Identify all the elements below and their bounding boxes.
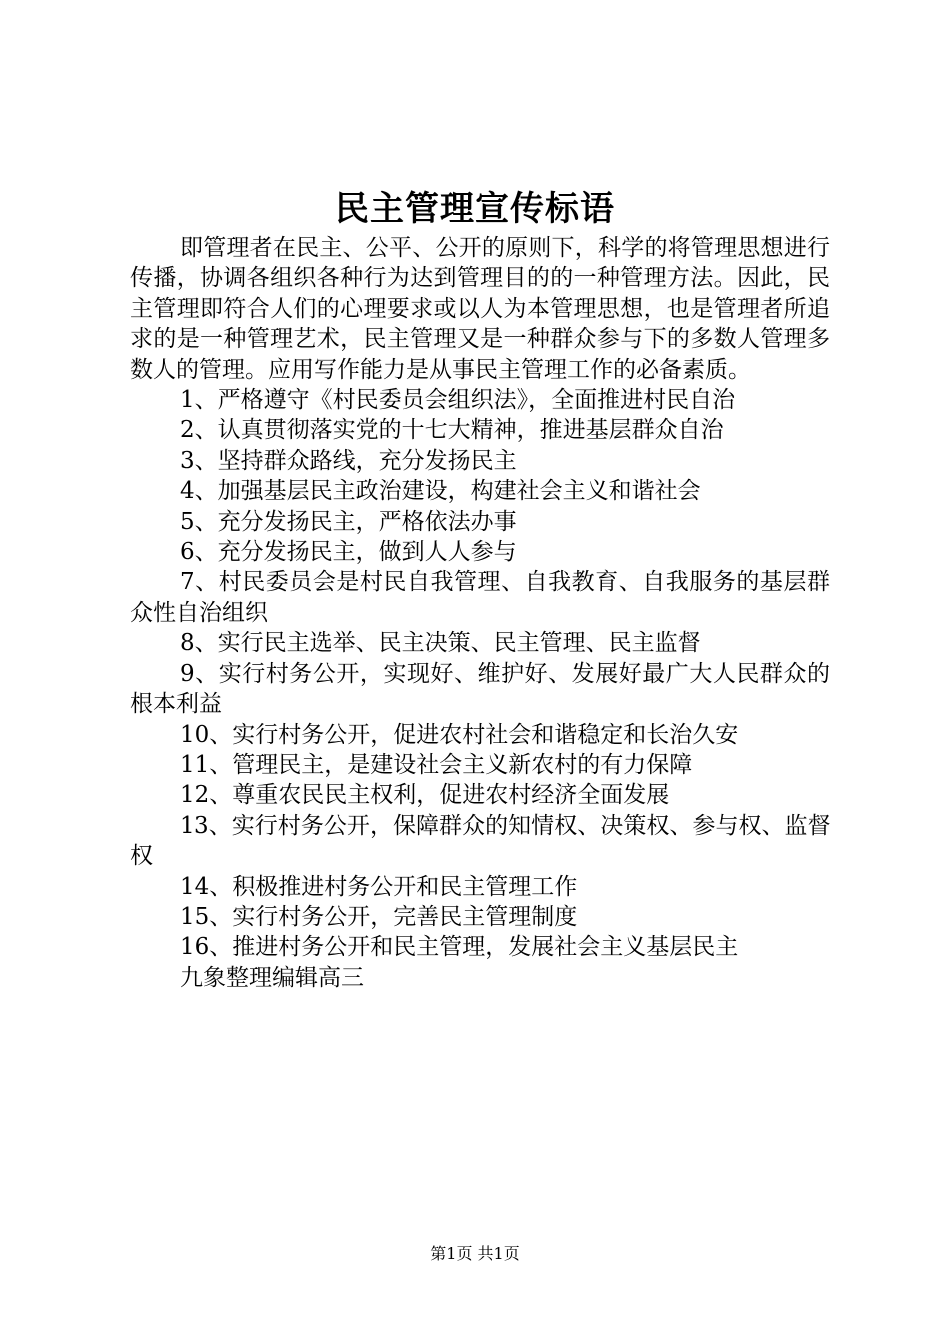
slogan-item: 14、积极推进村务公开和民主管理工作 [180, 873, 578, 900]
slogan-item: 4、加强基层民主政治建设，构建社会主义和谐社会 [180, 478, 701, 505]
document-body [130, 233, 830, 993]
slogan-item: 10、实行村务公开，促进农村社会和谐稳定和长治久安 [180, 721, 739, 748]
slogan-item: 15、实行村务公开，完善民主管理制度 [180, 903, 578, 930]
slogan-item: 7、村民委员会是村民自我管理、自我教育、自我服务的基层群众性自治组织 [130, 569, 830, 626]
intro-paragraph: 即管理者在民主、公平、公开的原则下，科学的将管理思想进行传播，协调各组织各种行为达到管理目的的一种管理方法。因此，民主管理即符合人们的心理要求或以人为本管理思想，也是管理者所追求的是一种管理艺术，民主管理又是一种群众参与下的多数人管理多数人的管理。应用写作能力是从事民主管理工作的必备素质。 [130, 235, 830, 383]
slogan-item: 16、推进村务公开和民主管理，发展社会主义基层民主 [180, 934, 739, 961]
slogan-item: 6、充分发扬民主，做到人人参与 [180, 539, 517, 566]
slogan-item: 8、实行民主选举、民主决策、民主管理、民主监督 [180, 630, 701, 657]
slogan-item: 3、坚持群众路线，充分发扬民主 [180, 447, 517, 474]
slogan-item: 13、实行村务公开，保障群众的知情权、决策权、参与权、监督权 [130, 812, 830, 870]
slogan-item: 11、管理民主，是建设社会主义新农村的有力保障 [180, 751, 693, 778]
slogan-item: 2、认真贯彻落实党的十七大精神，推进基层群众自治 [180, 417, 724, 444]
slogan-item: 12、尊重农民民主权利，促进农村经济全面发展 [180, 782, 670, 809]
page-number: 第1页 共1页 [430, 1244, 520, 1263]
slogan-item: 5、充分发扬民主，严格依法办事 [180, 508, 517, 535]
slogan-item: 9、实行村务公开，实现好、维护好、发展好最广大人民群众的根本利益 [130, 660, 830, 718]
document-title: 民主管理宣传标语 [335, 189, 615, 229]
signature-line: 九象整理编辑高三 [180, 964, 364, 991]
slogan-item: 1、严格遵守《村民委员会组织法》，全面推进村民自治 [180, 387, 736, 414]
